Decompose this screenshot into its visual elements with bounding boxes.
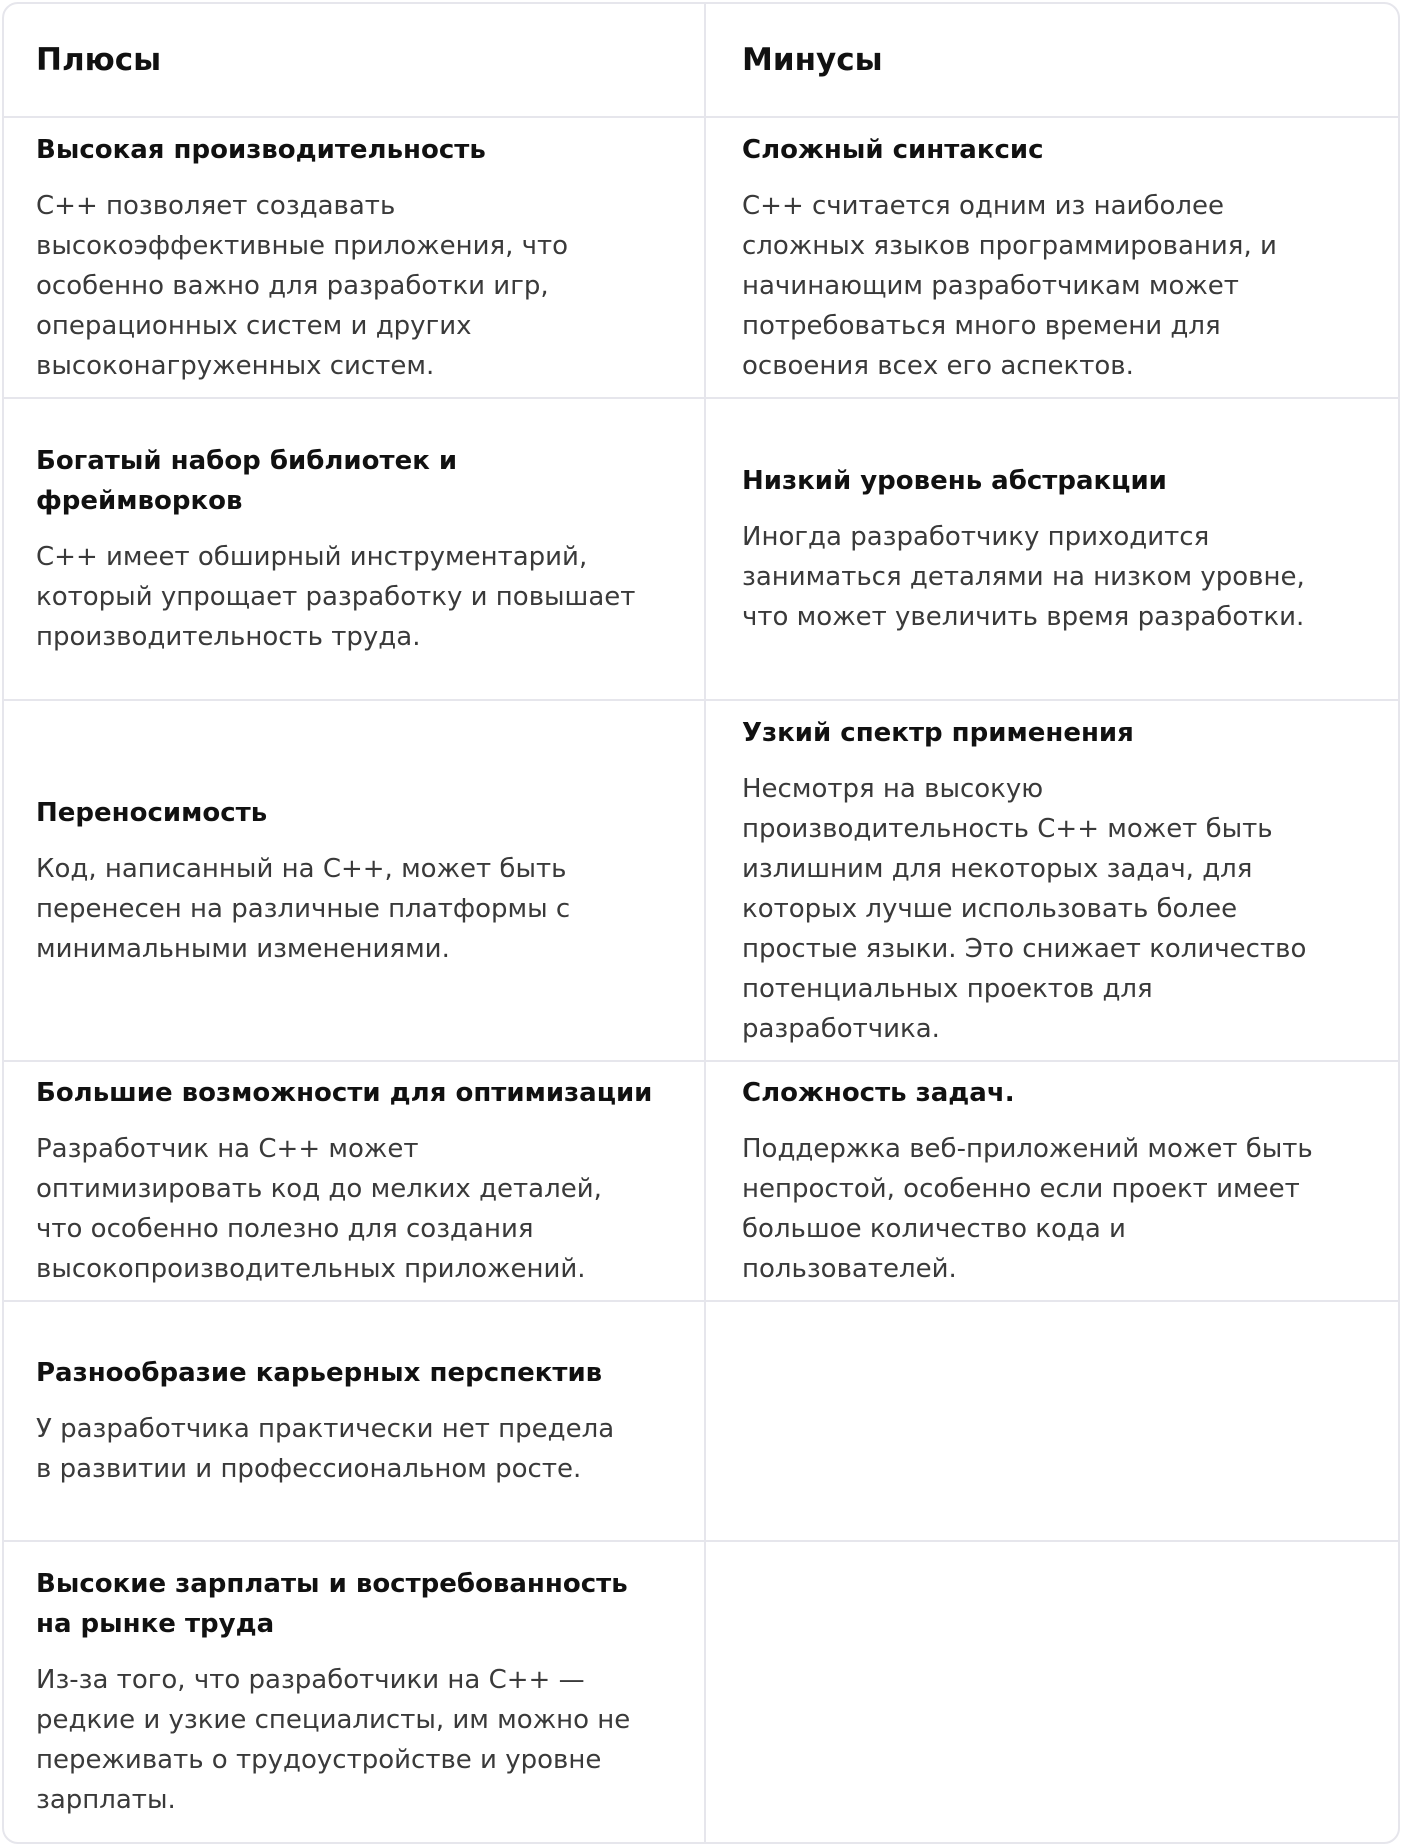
pros-title: Переносимость xyxy=(36,797,268,828)
pros-cell xyxy=(36,1302,686,1540)
pros-text: У разработчика практически нет предела в развитии и профессиональном росте. xyxy=(36,1414,615,1484)
cons-cell xyxy=(742,1062,1382,1300)
pros-cell xyxy=(36,1542,686,1842)
pros-header: Плюсы xyxy=(36,42,162,78)
cons-text: Иногда разработчику приходится заниматься деталями на низком уровне, что может увеличить время разработки. xyxy=(742,522,1305,632)
cons-cell xyxy=(742,118,1382,397)
pros-text: Из-за того, что разработчики на C++ — редкие и узкие специалисты, им можно не переживать о трудоустройстве и уровне зарплаты. xyxy=(36,1665,631,1815)
pros-text: C++ имеет обширный инструментарий, который упрощает разработку и повышает производительность труда. xyxy=(36,542,636,652)
pros-header-cell xyxy=(36,4,686,116)
pros-title: Богатый набор библиотек и фреймворков xyxy=(36,446,458,516)
pros-title: Высокая производительность xyxy=(36,134,486,165)
cons-title: Сложность задач. xyxy=(742,1078,1015,1108)
cons-text: Несмотря на высокую производительность C++ может быть излишним для некоторых задач, для которых лучше использовать более простые языки. Это снижает количество потенциальных проектов для разработчика. xyxy=(742,773,1307,1044)
cons-cell xyxy=(742,399,1382,699)
cons-text: C++ считается одним из наиболее сложных языков программирования, и начинающим разработчикам может потребоваться много времени для освоения всех его аспектов. xyxy=(742,190,1277,381)
cons-title: Узкий спектр применения xyxy=(742,717,1134,748)
pros-cell xyxy=(36,399,686,699)
cons-title: Сложный синтаксис xyxy=(742,134,1044,165)
cons-cell xyxy=(742,701,1382,1060)
cons-text: Поддержка веб-приложений может быть непростой, особенно если проект имеет большое количество кода и пользователей. xyxy=(742,1134,1313,1284)
column-divider xyxy=(704,4,706,1842)
pros-text: Разработчик на C++ может оптимизировать код до мелких деталей, что особенно полезно для создания высокопроизводительных приложений. xyxy=(36,1134,602,1284)
pros-cons-table xyxy=(2,2,1400,1844)
cons-title: Низкий уровень абстракции xyxy=(742,466,1167,496)
pros-cell xyxy=(36,701,686,1060)
cons-header-cell xyxy=(742,4,1382,116)
pros-title: Высокие зарплаты и востребованность на рынке труда xyxy=(36,1569,628,1639)
pros-cell xyxy=(36,118,686,397)
cons-header: Минусы xyxy=(742,42,883,78)
pros-title: Разнообразие карьерных перспектив xyxy=(36,1358,603,1388)
pros-text: Код, написанный на C++, может быть перенесен на различные платформы с минимальными изменениями. xyxy=(36,853,571,964)
pros-text: C++ позволяет создавать высокоэффективные приложения, что особенно важно для разработки игр, операционных систем и других высоконагруженных систем. xyxy=(36,190,569,381)
pros-cell xyxy=(36,1062,686,1300)
pros-title: Большие возможности для оптимизации xyxy=(36,1078,653,1108)
